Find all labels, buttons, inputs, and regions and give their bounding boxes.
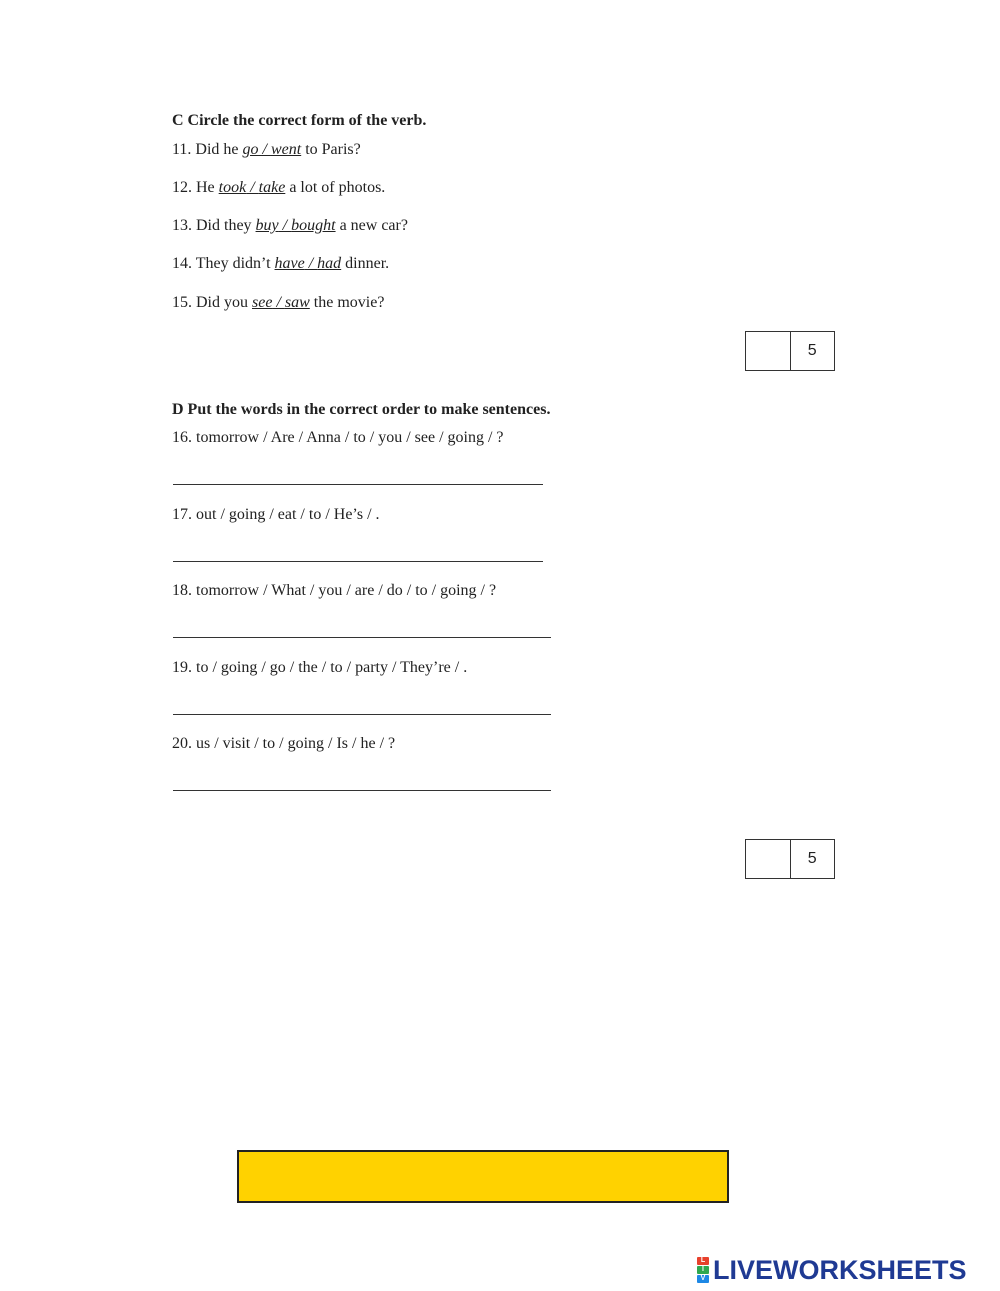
question-12 [172,179,385,197]
answer-line-17[interactable] [173,561,543,562]
question-text: 12. He [172,179,219,196]
option-a[interactable]: go [242,141,259,158]
question-text: 11. Did he [172,141,243,158]
question-14 [172,255,389,273]
question-19: 19. to / going / go / the / to / party / They’re / . [172,659,468,676]
question-18: 18. tomorrow / What / you / are / do / to / going / ? [172,582,497,599]
logo-block: I [697,1266,709,1274]
question-text: 15. Did you [172,294,252,311]
question-11 [172,141,361,159]
question-17: 17. out / going / eat / to / He’s / . [172,506,380,523]
option-b[interactable]: went [270,141,302,158]
question-text: 14. They didn’t [172,255,275,272]
option-separator: / [304,255,318,272]
score-input-cell[interactable] [746,332,791,370]
option-a[interactable]: see [252,294,273,311]
answer-line-19[interactable] [173,714,551,715]
logo-blocks-icon [697,1257,709,1283]
option-b[interactable]: bought [291,217,336,234]
option-a[interactable]: have [274,255,305,272]
option-b[interactable]: take [258,179,286,196]
finish-button[interactable] [237,1150,729,1203]
liveworksheets-logo [697,1255,967,1285]
question-16: 16. tomorrow / Are / Anna / to / you / see / going / ? [172,429,504,446]
question-text: to Paris? [301,141,361,158]
answer-line-16[interactable] [173,484,543,485]
option-separator: / [272,294,285,311]
score-input-cell[interactable] [746,840,791,878]
section-c-score-box [745,331,835,371]
answer-line-20[interactable] [173,790,551,791]
score-total: 5 [807,342,817,359]
option-separator: / [278,217,292,234]
logo-text: LIVEWORKSHEETS [713,1254,967,1285]
option-separator: / [258,141,271,158]
question-text: a new car? [335,217,408,234]
question-20: 20. us / visit / to / going / Is / he / ? [172,735,396,752]
logo-block: L [697,1257,709,1265]
option-a[interactable]: buy [255,217,279,234]
question-text: dinner. [341,255,390,272]
section-d-heading: D Put the words in the correct order to make sentences. [172,401,551,418]
section-d-score-box [745,839,835,879]
question-13 [172,217,408,235]
option-b[interactable]: had [317,255,342,272]
question-text: 13. Did they [172,217,256,234]
logo-block: V [697,1275,709,1283]
answer-line-18[interactable] [173,637,551,638]
score-total: 5 [807,850,817,867]
question-15 [172,294,384,312]
section-c-heading: C Circle the correct form of the verb. [172,112,427,129]
question-text: a lot of photos. [285,179,386,196]
option-separator: / [246,179,259,196]
option-a[interactable]: took [218,179,247,196]
option-b[interactable]: saw [284,294,310,311]
question-text: the movie? [309,294,385,311]
